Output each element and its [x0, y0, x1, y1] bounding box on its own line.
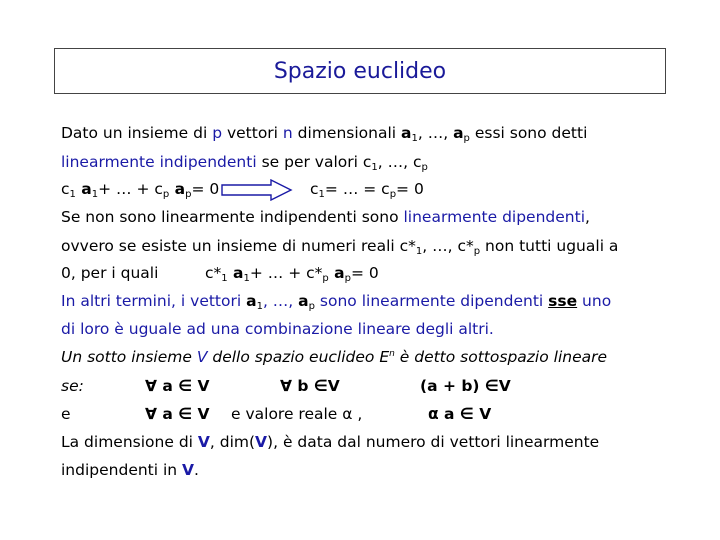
text-line-4 [61, 208, 590, 226]
sse-term: sse [548, 292, 578, 310]
text: , …, c [377, 153, 422, 171]
subspace-symbol: V [255, 433, 268, 451]
vector-symbol: a [298, 292, 309, 310]
text: Un sotto insieme [61, 348, 197, 366]
text: 0, per i quali [61, 264, 159, 282]
text: è detto sottospazio lineare [394, 348, 608, 366]
condition-forall-a-2 [145, 405, 210, 423]
text: n [282, 124, 293, 142]
vector-symbol: a [227, 264, 244, 282]
text: non tutti uguali a [480, 237, 619, 255]
vector-symbol: a [401, 124, 412, 142]
subscript: 1 [69, 189, 76, 200]
text-line-12 [61, 433, 599, 451]
text: di loro è uguale ad una combinazione lineare degli altri. [61, 320, 494, 338]
text: essi sono detti [469, 124, 588, 142]
text: (a + b) ∈V [420, 377, 511, 395]
title-box [54, 48, 666, 94]
superscript: n [389, 349, 395, 359]
text: indipendenti in [61, 461, 183, 479]
subscript: 1 [415, 246, 423, 257]
text-line-10-label [61, 377, 84, 395]
subscript: 1 [91, 189, 99, 200]
text-line-7 [61, 292, 611, 312]
condition-real-value [231, 405, 362, 423]
subscript: 1 [243, 273, 250, 284]
text: In altri termini, i vettori [61, 292, 247, 310]
text: La dimensione di [61, 433, 198, 451]
text: c [61, 180, 70, 198]
text: sono linearmente dipendenti [315, 292, 549, 310]
text: , …, c* [422, 237, 474, 255]
condition-scalar [428, 405, 491, 423]
condition-forall-b [280, 377, 340, 395]
coefficients-zero [310, 180, 424, 200]
text: . [194, 461, 199, 479]
text: = 0 [351, 264, 379, 282]
combination-zero [205, 264, 379, 284]
text: c [310, 180, 319, 198]
text-line-13 [61, 461, 199, 479]
vector-symbol: a [169, 180, 186, 198]
text-line-9 [61, 348, 607, 366]
subscript: 1 [318, 189, 325, 200]
text: p [212, 124, 223, 142]
text: ∀ a ∈ V [145, 377, 210, 395]
text-line-8 [61, 320, 494, 338]
condition-sum [420, 377, 511, 395]
vector-symbol: a [75, 180, 92, 198]
text: + … + c* [249, 264, 323, 282]
text: ), è data dal numero di vettori linearmente [267, 433, 600, 451]
subscript: p [308, 301, 315, 312]
subscript: p [421, 162, 428, 173]
text: , …, [417, 124, 454, 142]
subscript: p [344, 273, 351, 284]
text: Dato un insieme di [61, 124, 213, 142]
implies-arrow-icon [221, 179, 293, 201]
text: e valore reale α , [231, 405, 363, 423]
vector-symbol: a [246, 292, 257, 310]
text: se per valori c [256, 153, 372, 171]
text: = 0 [191, 180, 220, 198]
text-line-3 [61, 180, 219, 200]
text-line-11-label [61, 405, 71, 423]
vector-symbol: a [328, 264, 345, 282]
subspace-symbol: V [182, 461, 195, 479]
condition-forall-a [145, 377, 210, 395]
text-line-2 [61, 153, 428, 173]
term-linearmente-dipendenti: linearmente dipendenti [403, 208, 585, 226]
subspace-symbol: V [197, 433, 210, 451]
subscript: 1 [221, 273, 228, 284]
text: ∀ b ∈V [280, 377, 340, 395]
text: Se non sono linearmente indipendenti sono [61, 208, 404, 226]
term-linearmente-indipendenti: linearmente indipendenti [61, 153, 257, 171]
text: = … = c [324, 180, 390, 198]
subspace-symbol: V [196, 348, 208, 366]
text: vettori [222, 124, 283, 142]
text: = 0 [396, 180, 424, 198]
page-title: Spazio euclideo [273, 58, 447, 84]
text: ovvero se esiste un insieme di numeri reali c* [61, 237, 416, 255]
text: α a ∈ V [428, 405, 492, 423]
subscript: p [185, 189, 192, 200]
subscript: 1 [256, 301, 263, 312]
text: c* [205, 264, 222, 282]
text-line-5 [61, 237, 618, 257]
text: uno [577, 292, 612, 310]
text: , …, [262, 292, 299, 310]
text: , dim( [209, 433, 256, 451]
vector-symbol: a [453, 124, 464, 142]
subscript: p [322, 273, 329, 284]
subscript: p [162, 189, 170, 200]
subscript: p [473, 246, 481, 257]
text: + … + c [98, 180, 163, 198]
subscript: 1 [371, 162, 378, 173]
text-line-6 [61, 264, 158, 282]
subscript: p [389, 189, 397, 200]
text: dello spazio euclideo E [207, 348, 390, 366]
subscript: 1 [411, 133, 418, 144]
text-line-1 [61, 124, 587, 144]
text: , [585, 208, 590, 226]
text: dimensionali [292, 124, 402, 142]
text: se: [61, 377, 84, 395]
text: ∀ a ∈ V [145, 405, 210, 423]
subscript: p [463, 133, 470, 144]
text: e [61, 405, 71, 423]
